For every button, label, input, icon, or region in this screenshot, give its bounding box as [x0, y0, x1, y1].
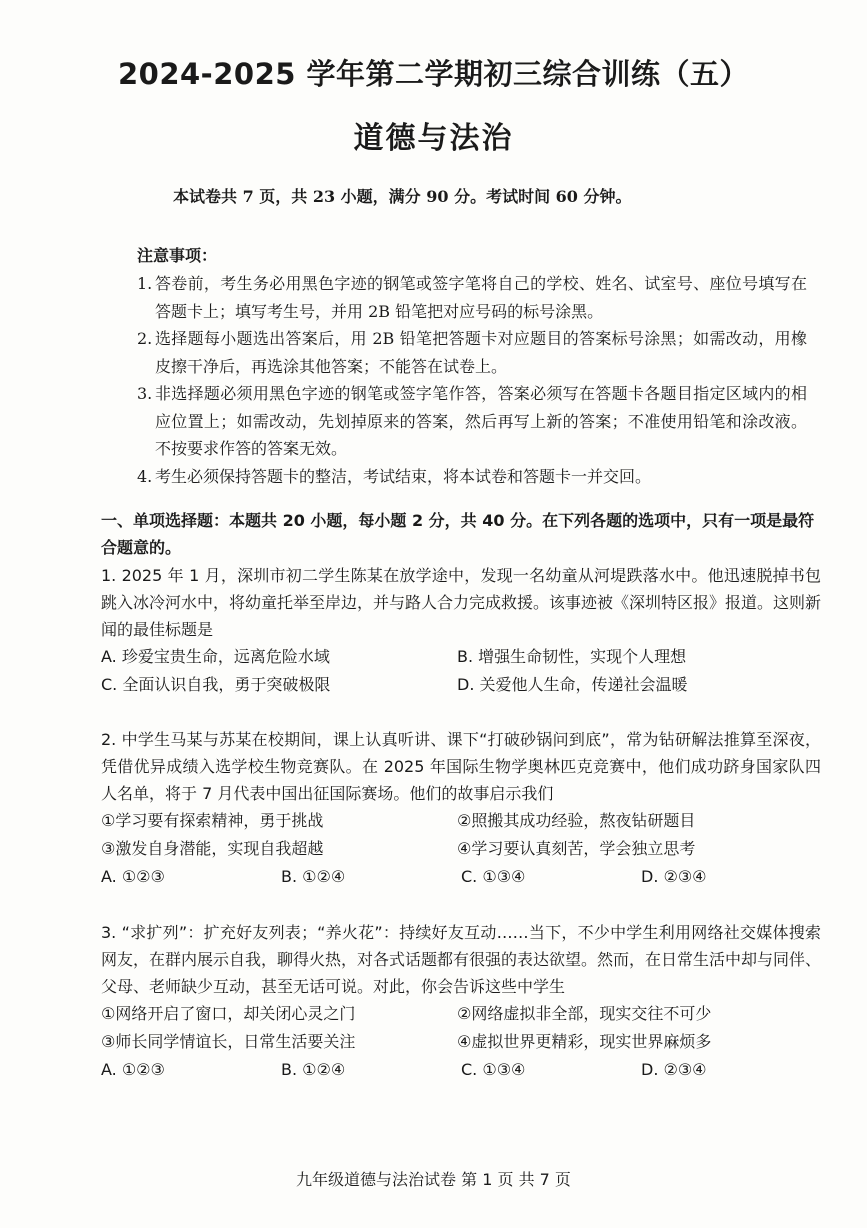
statement-2: ②网络虚拟非全部，现实交往不可少	[457, 1004, 712, 1023]
question-options	[101, 1056, 821, 1084]
notice-item-number: 1.	[137, 274, 153, 293]
exam-info: 本试卷共 7 页，共 23 小题，满分 90 分。考试时间 60 分钟。	[173, 187, 632, 206]
question-stem: 2. 中学生马某与苏某在校期间，课上认真听讲、课下“打破砂锅问到底”，常为钻研解法推算至深夜，凭借优异成绩入选学校生物竞赛队。在 2025 年国际生物学奥林匹克竞赛中，他们成功跻身国家队四人名单，将于 7 月代表中国出征国际赛场。他们的故事启示我们	[101, 730, 821, 803]
notice-item-number: 2.	[137, 329, 153, 348]
question-3	[101, 919, 821, 1084]
question-options	[101, 643, 821, 699]
notice-item	[137, 325, 807, 380]
notice-item	[137, 380, 807, 463]
option-b: B. ①②④	[281, 1060, 346, 1079]
statement-3: ③师长同学情谊长，日常生活要关注	[101, 1032, 356, 1051]
exam-title: 2024-2025 学年第二学期初三综合训练（五）	[117, 57, 750, 91]
statement-4: ④虚拟世界更精彩，现实世界麻烦多	[457, 1032, 712, 1051]
option-c: C. ①③④	[461, 1060, 526, 1079]
option-b: B. ①②④	[281, 867, 346, 886]
option-c: C. 全面认识自我，勇于突破极限	[101, 675, 331, 694]
statement-2: ②照搬其成功经验，熬夜钻研题目	[457, 811, 696, 830]
notice-item-number: 4.	[137, 466, 153, 486]
question-1	[101, 562, 821, 699]
page-footer: 九年级道德与法治试卷 第 1 页 共 7 页	[296, 1170, 571, 1189]
question-stem: 3. “求扩列”：扩充好友列表；“养火花”：持续好友互动……当下，不少中学生利用网络社交媒体搜索网友，在群内展示自我，聊得火热，对各式话题都有很强的表达欲望。然而，在日常生活中却与同伴、父母、老师缺少互动，甚至无话可说。对此，你会告诉这些中学生	[101, 923, 822, 996]
statement-4: ④学习要认真刻苦，学会独立思考	[457, 839, 696, 858]
option-a: A. ①②③	[101, 867, 165, 886]
notice-item-text: 答卷前，考生务必用黑色字迹的钢笔或签字笔将自己的学校、姓名、试室号、座位号填写在答题卡上；填写考生号，并用 2B 铅笔把对应号码的标号涂黑。	[155, 274, 807, 321]
notice-heading: 注意事项：	[137, 246, 218, 265]
option-a: A. 珍爱宝贵生命，远离危险水域	[101, 647, 330, 666]
option-a: A. ①②③	[101, 1060, 165, 1079]
option-b: B. 增强生命韧性，实现个人理想	[457, 647, 687, 666]
notice-item-text: 非选择题必须用黑色字迹的钢笔或签字笔作答，答案必须写在答题卡各题目指定区域内的相应位置上；如需改动，先划掉原来的答案，然后再写上新的答案；不准使用铅笔和涂改液。不按要求作答的答案无效。	[155, 384, 807, 458]
notice-item-number: 3.	[137, 384, 153, 403]
option-c: C. ①③④	[461, 867, 526, 886]
statement-1: ①学习要有探索精神，勇于挑战	[101, 811, 324, 830]
option-d: D. ②③④	[641, 867, 707, 886]
question-statements	[101, 807, 821, 863]
notice-item-text: 考生必须保持答题卡的整洁，考试结束，将本试卷和答题卡一并交回。	[155, 466, 652, 486]
notice-item	[137, 270, 807, 325]
notice-item	[137, 463, 807, 491]
option-d: D. ②③④	[641, 1060, 707, 1079]
section-heading: 一、单项选择题：本题共 20 小题，每小题 2 分，共 40 分。在下列各题的选项中，只有一项是最符合题意的。	[101, 511, 815, 557]
notice-list	[137, 270, 807, 490]
statement-3: ③激发自身潜能，实现自我超越	[101, 839, 324, 858]
option-d: D. 关爱他人生命，传递社会温暖	[457, 675, 688, 694]
question-statements	[101, 1000, 821, 1056]
subject-title: 道德与法治	[353, 121, 514, 156]
notice-item-text: 选择题每小题选出答案后，用 2B 铅笔把答题卡对应题目的答案标号涂黑；如需改动，用橡皮擦干净后，再选涂其他答案；不能答在试卷上。	[155, 329, 807, 376]
question-stem: 1. 2025 年 1 月，深圳市初二学生陈某在放学途中，发现一名幼童从河堤跌落水中。他迅速脱掉书包跳入冰冷河水中，将幼童托举至岸边，并与路人合力完成救援。该事迹被《深圳特区报》报道。这则新闻的最佳标题是	[101, 566, 822, 639]
question-options	[101, 863, 821, 891]
question-2	[101, 726, 821, 891]
statement-1: ①网络开启了窗口，却关闭心灵之门	[101, 1004, 356, 1023]
